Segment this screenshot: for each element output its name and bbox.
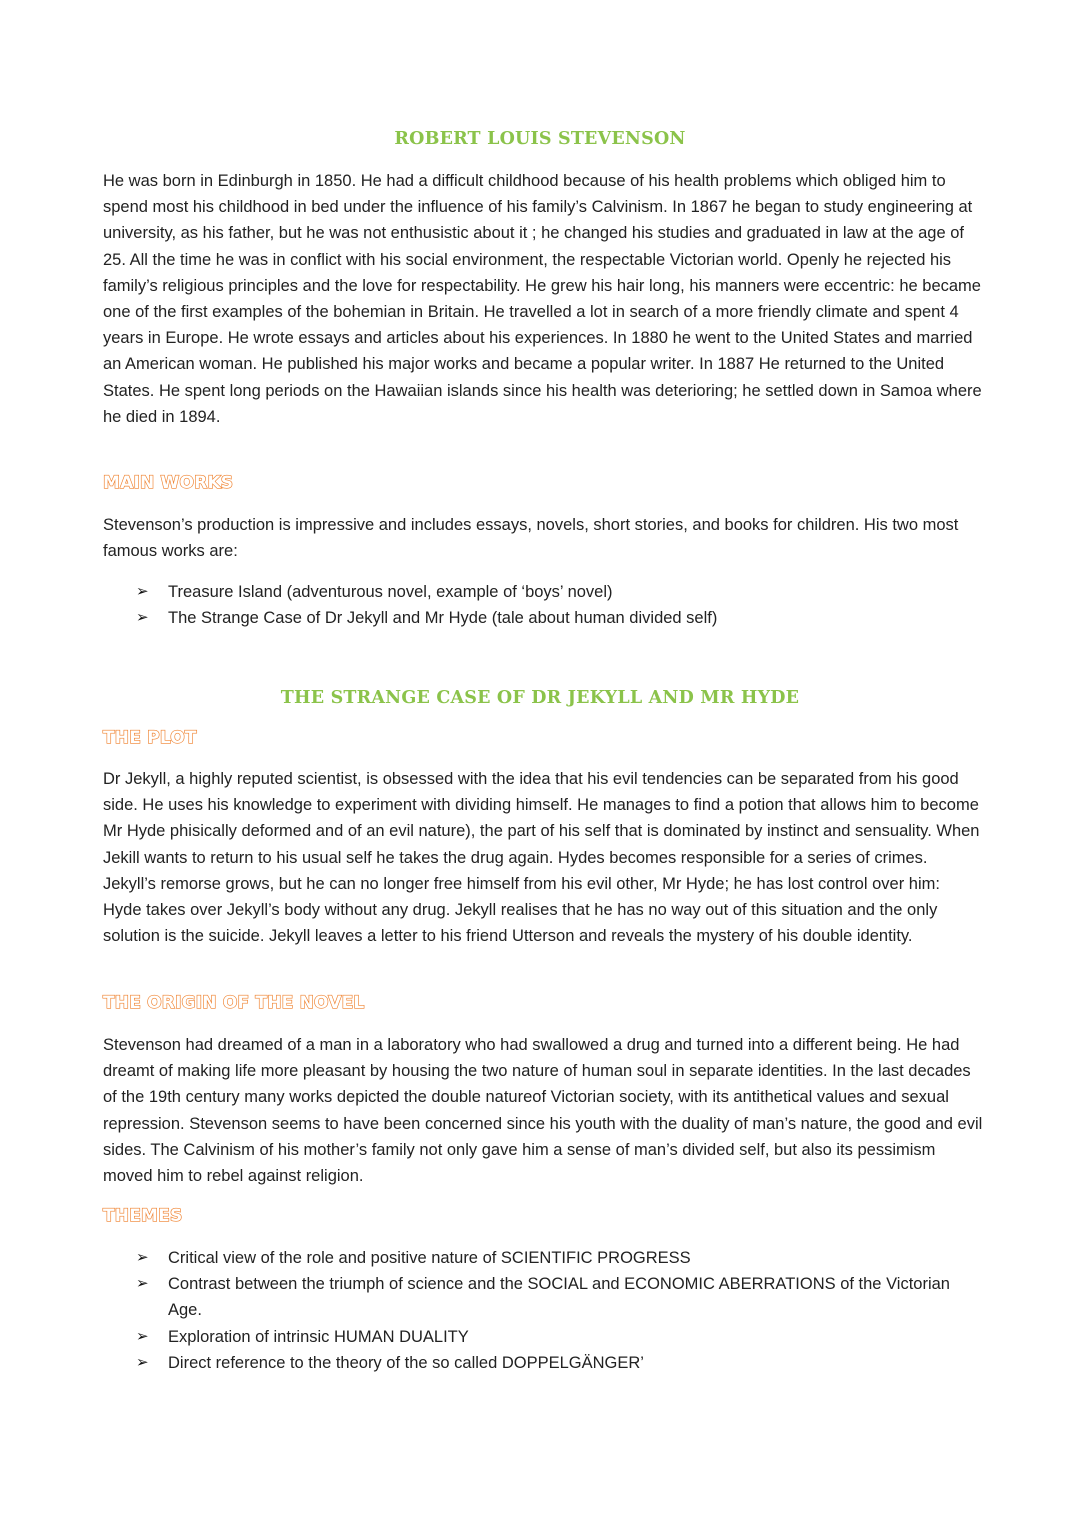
arrow-right-icon: ➢ <box>136 1327 149 1345</box>
origin-paragraph: Stevenson had dreamed of a man in a laboratory who had swallowed a drug and turned into a different being. He had dreamt of making life more pleasant by housing the two nature of human soul in separate identities. In the last decades of the 19th century many works depicted the double natureof Victorian society, with its antithetical values and sexual repression. Stevenson seems to have been concerned since his youth with the duality of man’s nature, the good and evil sides. The Calvinism of his mother’s family not only gave him a sense of man’s divided self, but also its pessimism moved him to rebel against religion. <box>103 1036 983 1186</box>
arrow-right-icon: ➢ <box>136 1249 149 1266</box>
list-item <box>136 1324 986 1350</box>
themes-heading: THEMES <box>103 1206 183 1226</box>
arrow-right-icon: ➢ <box>136 1275 149 1293</box>
document-title: ROBERT LOUIS STEVENSON <box>394 129 686 149</box>
plot-heading: THE PLOT <box>103 728 197 748</box>
biography-paragraph: He was born in Edinburgh in 1850. He had a difficult childhood because of his health problems which obliged him to spend most his childhood in bed under the influence of his family’s Calvinism. In 1867 he began to study engineering at university, as his father, but he was not enthusistic about it ; he changed his studies and graduated in law at the age of 25. All the time he was in conflict with his social environment, the respectable Victorian world. Openly he rejected his family’s religious principles and the love for respectability. He grew his hair long, his manners were eccentric: he became one of the first examples of the bohemian in Britain. He travelled a lot in search of a more friendly climate and spent 4 years in Europe. He wrote essays and articles about his experiences. In 1880 he went to the United States and married an American woman. He published his major works and became a popular writer. In 1887 He returned to the United States. He spent long periods on the Hawaiian islands since his health was deterioring; he settled down in Samoa where he died in 1894. <box>103 172 982 426</box>
list-item <box>136 605 986 631</box>
list-item <box>136 1245 986 1271</box>
arrow-right-icon: ➢ <box>136 1353 149 1371</box>
list-item-text: Critical view of the role and positive nature of SCIENTIFIC PROGRESS <box>168 1249 691 1267</box>
origin-heading: THE ORIGIN OF THE NOVEL <box>103 993 365 1013</box>
list-item-text: Exploration of intrinsic HUMAN DUALITY <box>168 1327 469 1346</box>
list-item-text: Direct reference to the theory of the so called DOPPELGÄNGER’ <box>168 1353 644 1372</box>
novel-title: THE STRANGE CASE OF DR JEKYLL AND MR HYDE <box>280 688 800 708</box>
main-works-heading: MAIN WORKS <box>103 473 234 493</box>
list-item-text: Contrast between the triumph of science and the SOCIAL and ECONOMIC ABERRATIONS of the Victorian Age. <box>168 1275 950 1320</box>
main-works-list <box>136 579 986 631</box>
list-item-text: Treasure Island (adventurous novel, example of ‘boys’ novel) <box>168 583 613 601</box>
arrow-right-icon: ➢ <box>136 609 149 627</box>
list-item <box>136 1350 986 1376</box>
list-item <box>136 1271 986 1323</box>
list-item-text: The Strange Case of Dr Jekyll and Mr Hyde (tale about human divided self) <box>168 609 718 628</box>
list-item <box>136 579 986 605</box>
main-works-intro: Stevenson’s production is impressive and includes essays, novels, short stories, and books for children. His two most famous works are: <box>103 516 959 561</box>
themes-list <box>136 1245 986 1376</box>
plot-paragraph: Dr Jekyll, a highly reputed scientist, is obsessed with the idea that his evil tendencies can be separated from his good side. He uses his knowledge to experiment with dividing himself. He manages to find a potion that allows him to become Mr Hyde phisically deformed and of an evil nature), the part of his self that is dominated by instinct and sensuality. When Jekill wants to return to his usual self he takes the drug again. Hydes becomes responsible for a series of crimes. Jekyll’s remorse grows, but he can no longer free himself from his evil other, Mr Hyde; he has lost control over him: Hyde takes over Jekyll’s body without any drug. Jekyll realises that he has no way out of this situation and the only solution is the suicide. Jekyll leaves a letter to his friend Utterson and reveals the mystery of his double identity. <box>103 770 980 946</box>
arrow-right-icon: ➢ <box>136 583 149 600</box>
